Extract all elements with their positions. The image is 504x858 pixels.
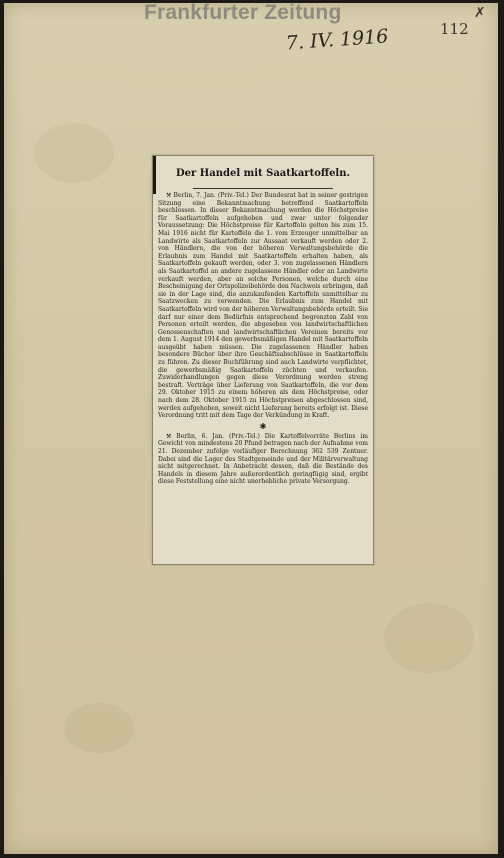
headline-divider bbox=[193, 188, 333, 189]
article-headline: Der Handel mit Saatkartoffeln. bbox=[176, 168, 350, 179]
handwritten-date: 7. IV. 1916 bbox=[285, 25, 390, 55]
article-paragraph: ⚒ Berlin, 6. Jan. (Priv.-Tel.) Die Kartoffelvorräte Berlins im Gewicht von mindestens 20 Pfund betragen nach der Aufnahme vom 21. Dezember zufolge vorläufiger Berechnung 362 539 Zentner. Dabei sind die Lager des Stadtgemeinde und der Militärverwaltung nicht mitgerechnet. In Anbetracht dessen, daß die Bestände des Handels in diesem Jahre außerordentlich geringfügig sind, ergibt diese Feststellung eine nicht unerhebliche private Versorgung. bbox=[158, 432, 368, 486]
paper-stain bbox=[34, 123, 114, 183]
archive-stamp: Frankfurter Zeitung bbox=[144, 3, 342, 24]
article-paragraph: ⚒ Berlin, 7. Jan. (Priv.-Tel.) Der Bundesrat hat in seiner gestrigen Sitzung eine Bekanntmachung betreffend Saatkartoffeln beschlossen. In dieser Bekanntmachung werden die Höchstpreise für Saatkartoffeln aufgehoben und zwar unter folgender Voraussetzung: Die Höchstpreise für Kartoffeln gelten bis zum 15. Mai 1916 nicht für Kartoffeln die 1. vom Erzeuger unmittelbar an Landwirte als Saatkartoffeln zur Aussaat verkauft werden oder 2. von Händlern, die von der höheren Verwaltungsbehörde die Erlaubnis zum Handel mit Saatkartoffeln erhalten haben, als Saatkartoffeln gekauft werden, oder 3. von zugelassenen Händlern als Saatkartoffel an andere zugelassene Händler oder an Landwirte verkauft werden, aber an solche Personen, welche durch eine Bescheinigung der Ortspolizeibehörde den Nachweis erbringen, daß sie in der Lage sind, die anzukaufenden Kartoffeln unmittelbar zu Saatzwecken zu verwenden. Die Erlaubnis zum Handel mit Saatkartoffeln wird von der höheren Verwaltungsbehörde erteilt. Sie darf nur einer dem Bedürfnis entsprechend begrenzten Zahl von Personen erteilt werden, die abgesehen von landwirtschaftlichen Genossenschaften und landwirtschaftlichen Vereinen bereits vor dem 1. August 1914 den gewerbsmäßigen Handel mit Saatkartoffeln ausgeübt haben müssen. Die zugelassenen Händler haben besondere Bücher über ihre Geschäftsabschlüsse in Saatkartoffeln zu führen. Zu dieser Buchführung sind auch Landwirte verpflichtet, die gewerbsmäßig Saatkartoffeln züchten und verkaufen. Zuwiderhandlungen gegen diese Verordnung werden streng bestraft. Verträge über Lieferung von Saatkartoffeln, die vor dem 29. Oktober 1915 zu einem höheren als dem Höchstpreise, oder nach dem 28. Oktober 1915 zu Höchstpreisen abgeschlossen sind, werden aufgehoben, soweit nicht Lieferung bereits erfolgt ist. Diese Verordnung tritt mit dem Tage der Verkündung in Kraft. bbox=[158, 192, 368, 420]
clipping-edge-rule bbox=[153, 156, 156, 194]
paper-stain bbox=[384, 603, 474, 673]
newspaper-clipping bbox=[152, 155, 374, 565]
page-number: 112 bbox=[440, 20, 469, 38]
corner-mark-icon: ✗ bbox=[474, 5, 486, 21]
article-body bbox=[158, 192, 368, 558]
document-page bbox=[4, 3, 498, 854]
section-separator: ✱ bbox=[259, 421, 267, 431]
paper-stain bbox=[64, 703, 134, 753]
